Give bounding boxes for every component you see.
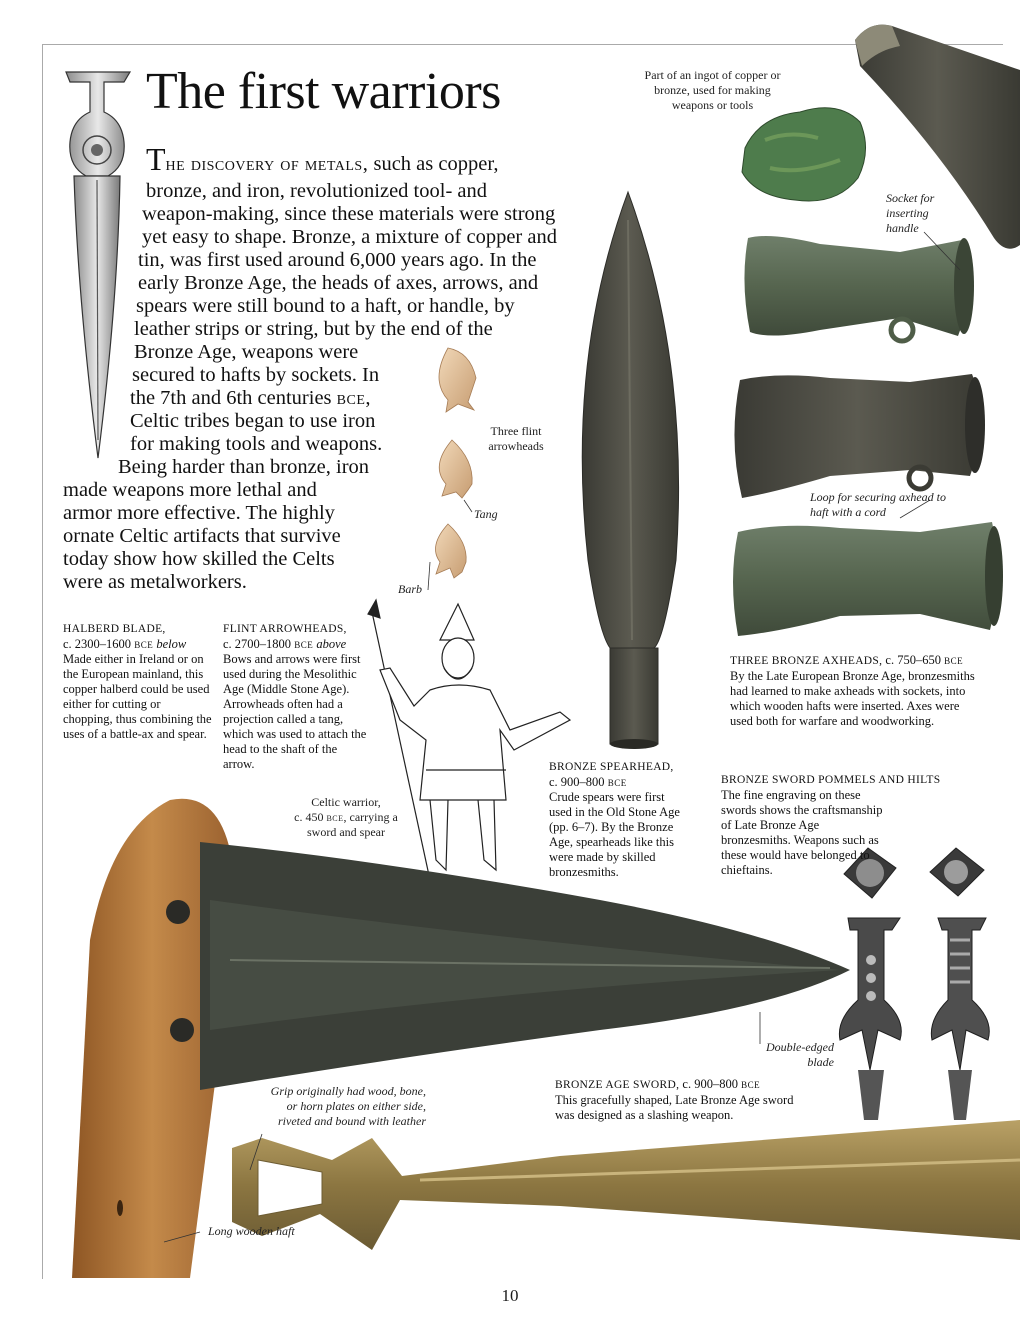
caption-flint: FLINT ARROWHEADS, c. 2700–1800 bce above Bows and arrows were first used during the Mesolithic Age (Middle Stone Age). Arrowheads often had a projection called a tang, which was used to attach the head to the shaft of the arrow. <box>223 623 367 771</box>
intro-lead: he discovery of metals, <box>165 153 369 175</box>
intro-line-2: bronze, and iron, revolutionized tool- and <box>146 180 487 202</box>
bronze-axheads <box>733 236 1003 636</box>
sword-pommels-and-hilts <box>839 848 989 1120</box>
bronze-sword-illustration <box>232 1120 1020 1250</box>
intro-line-13: for making tools and weapons. <box>130 433 383 455</box>
label-socket: Socket for inserting handle <box>886 191 935 235</box>
intro-line-6: early Bronze Age, the heads of axes, arrows, and <box>138 272 539 294</box>
intro-line-9: Bronze Age, weapons were <box>134 341 359 363</box>
label-grip: Grip originally had wood, bone, or horn plates on either side, riveted and bound with leather <box>270 1084 426 1128</box>
label-tang: Tang <box>474 507 498 521</box>
caption-axheads: THREE BRONZE AXHEADS, c. 750–650 bce By the Late European Bronze Age, bronzesmiths had learned to make axheads with sockets, into which wooden hafts were inserted. Axes were used both for warfare and woodworking. <box>730 653 975 728</box>
flint-arrowheads <box>428 348 476 590</box>
label-loop: Loop for securing axhead to haft with a cord <box>810 490 946 519</box>
intro-line-10: secured to hafts by sockets. In <box>132 364 380 386</box>
caption-pommels: BRONZE SWORD POMMELS AND HILTS The fine engraving on these swords shows the craftsmanship of Late Bronze Age bronzesmiths. Weapons such as these would have belonged to chieftains. <box>721 774 941 877</box>
page-title: The first warriors <box>146 63 501 120</box>
page-number: 10 <box>501 1286 519 1305</box>
intro-line-15: made weapons more lethal and <box>63 479 317 501</box>
bronze-spearhead <box>582 192 678 749</box>
intro-line-1: The discovery of metals, such as copper, <box>146 141 499 177</box>
intro-dropcap: T <box>146 141 166 177</box>
caption-sword: BRONZE AGE SWORD, c. 900–800 bce This gracefully shaped, Late Bronze Age sword was designed as a slashing weapon. <box>555 1077 794 1122</box>
intro-line-12: Celtic tribes began to use iron <box>130 410 376 432</box>
intro-line-18: today show how skilled the Celts <box>63 548 335 570</box>
intro-line-3: weapon-making, since these materials were strong <box>142 203 556 225</box>
label-ingot: Part of an ingot of copper or bronze, used for making weapons or tools <box>644 68 781 112</box>
label-celtic-warrior: Celtic warrior, c. 450 bce, carrying a sword and spear <box>294 795 398 839</box>
label-barb: Barb <box>398 582 422 596</box>
label-long-haft: Long wooden haft <box>208 1224 295 1238</box>
label-three-flint: Three flint arrowheads <box>488 424 544 453</box>
intro-line-7: spears were still bound to a haft, or handle, by <box>136 295 515 317</box>
caption-spearhead: BRONZE SPEARHEAD, c. 900–800 bce Crude spears were first used in the Old Stone Age (pp. 6–7). By the Bronze Age, spearheads like this were made by skilled bronzesmiths. <box>549 761 680 879</box>
intro-line-14: Being harder than bronze, iron <box>118 456 370 478</box>
intro-line-4: yet easy to shape. Bronze, a mixture of copper and <box>142 226 557 248</box>
celtic-dagger-illustration <box>66 72 130 458</box>
intro-line-8: leather strips or string, but by the end of the <box>134 318 493 340</box>
intro-line-17: ornate Celtic artifacts that survive <box>63 525 341 547</box>
intro-line-16: armor more effective. The highly <box>63 502 335 524</box>
copper-ingot <box>742 108 866 201</box>
intro-line-5: tin, was first used around 6,000 years ago. In the <box>138 249 537 271</box>
intro-line-11: the 7th and 6th centuries bce, <box>130 387 371 409</box>
label-double-edged: Double-edged blade <box>766 1040 834 1069</box>
caption-halberd: HALBERD BLADE, c. 2300–1600 bce below Made either in Ireland or on the European mainland, this copper halberd could be used either for cutting or chopping, thus combining the uses of a battle-ax and spear. <box>63 623 212 741</box>
intro-line-19: were as metalworkers. <box>63 571 247 593</box>
